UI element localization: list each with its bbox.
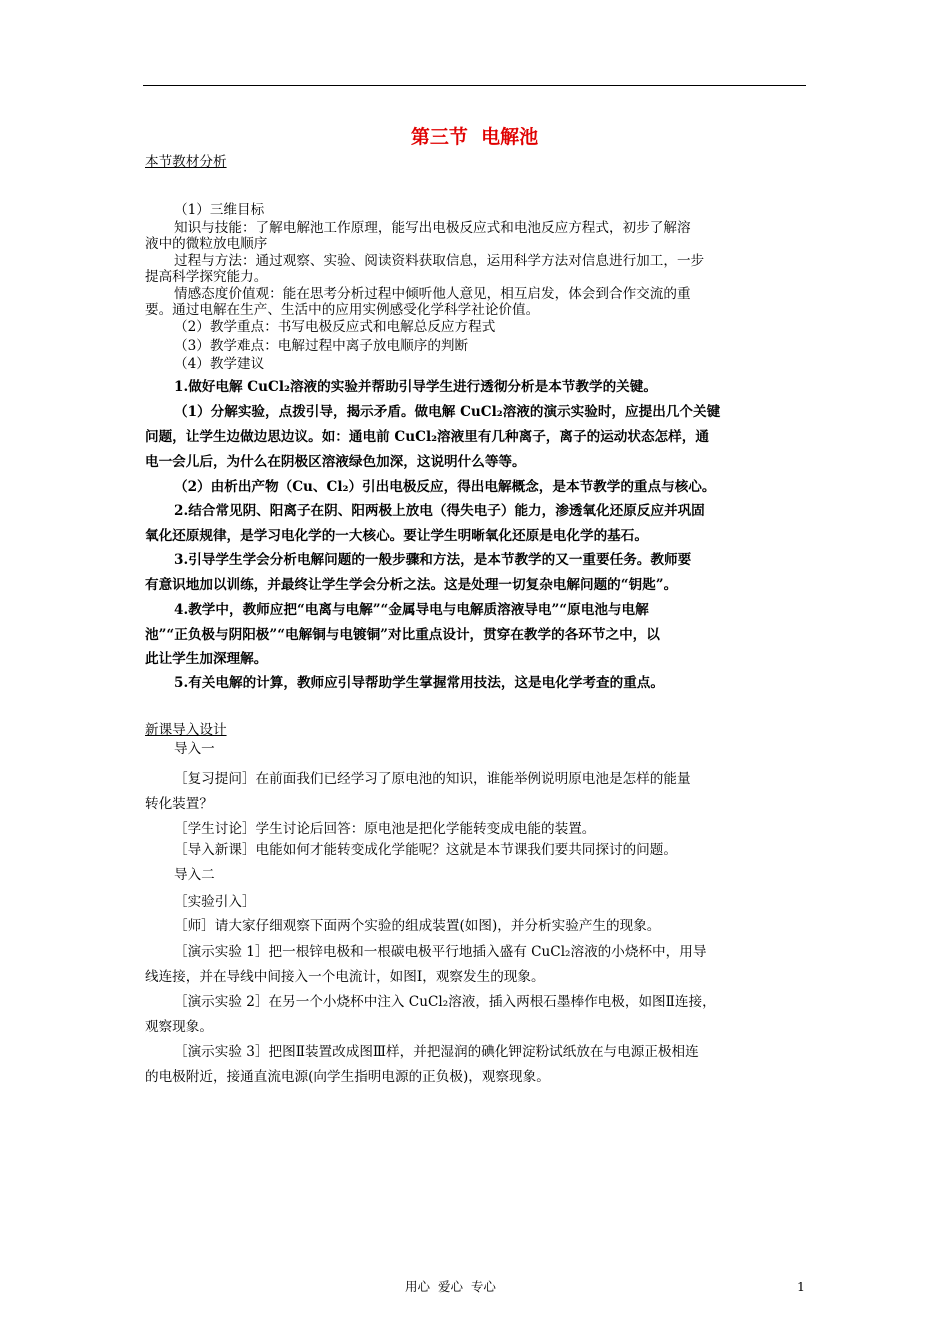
analysis-line: 过程与方法：通过观察、实验、阅读资料获取信息，运用科学方法对信息进行加工，一步 (174, 253, 705, 269)
intro-line: 导入一 (174, 741, 215, 757)
suggestion-line: 有意识地加以训练，并最终让学生学会分析之法。这是处理一切复杂电解问题的“钥匙”。 (145, 577, 678, 593)
intro-line: 导入二 (174, 867, 215, 883)
analysis-line: 要。通过电解在生产、生活中的应用实例感受化学科学社论价值。 (145, 302, 540, 318)
analysis-line: （2）教学重点：书写电极反应式和电解总反应方程式 (174, 319, 496, 335)
analysis-line: （3）教学难点：电解过程中离子放电顺序的判断 (174, 338, 469, 354)
page-number: 1 (797, 1279, 805, 1294)
suggestion-line: 5.有关电解的计算，教师应引导帮助学生掌握常用技法，这是电化学考查的重点。 (174, 675, 664, 691)
intro-line: 的电极附近，接通直流电源(向学生指明电源的正负极)，观察现象。 (145, 1069, 550, 1085)
intro-line: ［实验引入］ (174, 894, 256, 910)
analysis-line: （4）教学建议 (174, 356, 265, 372)
suggestion-line: 1.做好电解 CuCl₂溶液的实验并帮助引导学生进行透彻分析是本节教学的关键。 (174, 379, 657, 395)
suggestion-line: 氧化还原规律，是学习电化学的一大核心。要让学生明晰氧化还原是电化学的基石。 (145, 528, 648, 544)
intro-line: 转化装置？ (145, 796, 213, 812)
intro-line: ［学生讨论］学生讨论后回答：原电池是把化学能转变成电能的装置。 (174, 821, 596, 837)
suggestion-line: 问题，让学生边做边思边议。如：通电前 CuCl₂溶液里有几种离子，离子的运动状态怎样，通 (145, 429, 709, 445)
section-heading-intro: 新课导入设计 (145, 722, 227, 738)
suggestion-line: 电一会儿后，为什么在阴极区溶液绿色加深，这说明什么等等。 (145, 454, 526, 470)
intro-line: 线连接，并在导线中间接入一个电流计，如图Ⅰ，观察发生的现象。 (145, 969, 545, 985)
intro-line: ［复习提问］在前面我们已经学习了原电池的知识，谁能举例说明原电池是怎样的能量 (174, 771, 691, 787)
intro-line: ［师］请大家仔细观察下面两个实验的组成装置(如图)，并分析实验产生的现象。 (174, 918, 661, 934)
intro-line: ［导入新课］电能如何才能转变成化学能呢？这就是本节课我们要共同探讨的问题。 (174, 842, 677, 858)
analysis-line: （1）三维目标 (174, 202, 265, 218)
suggestion-line: 2.结合常见阴、阳离子在阴、阳两极上放电（得失电子）能力，渗透氧化还原反应并巩固 (174, 503, 705, 519)
section-heading-analysis: 本节教材分析 (145, 154, 227, 170)
header-rule (143, 85, 806, 86)
analysis-line: 知识与技能：了解电解池工作原理，能写出电极反应式和电池反应方程式，初步了解溶 (174, 220, 691, 236)
analysis-line: 液中的微粒放电顺序 (145, 236, 268, 252)
intro-line: ［演示实验 3］把图Ⅱ装置改成图Ⅲ样，并把湿润的碘化钾淀粉试纸放在与电源正极相连 (174, 1044, 699, 1060)
suggestion-line: （2）由析出产物（Cu、Cl₂）引出电极反应，得出电解概念，是本节教学的重点与核心。 (174, 479, 716, 495)
page-title: 第三节 电解池 (410, 126, 539, 148)
suggestion-line: 池”“正负极与阴阳极”“电解铜与电镀铜”对比重点设计，贯穿在教学的各环节之中，以 (145, 627, 660, 643)
suggestion-line: （1）分解实验，点拨引导，揭示矛盾。做电解 CuCl₂溶液的演示实验时，应提出几个关键 (174, 404, 721, 420)
intro-line: ［演示实验 1］把一根锌电极和一根碳电极平行地插入盛有 CuCl₂溶液的小烧杯中，用导 (174, 944, 707, 960)
suggestion-line: 此让学生加深理解。 (145, 651, 268, 667)
suggestion-line: 4.教学中，教师应把“电离与电解”“金属导电与电解质溶液导电”“原电池与电解 (174, 602, 649, 618)
suggestion-line: 3.引导学生学会分析电解问题的一般步骤和方法，是本节教学的又一重要任务。教师要 (174, 552, 692, 568)
intro-line: ［演示实验 2］在另一个小烧杯中注入 CuCl₂溶液，插入两根石墨棒作电极，如图Ⅱ连接， (174, 994, 716, 1010)
intro-line: 观察现象。 (145, 1019, 213, 1035)
footer-motto: 用心 爱心 专心 (405, 1279, 496, 1294)
analysis-line: 情感态度价值观：能在思考分析过程中倾听他人意见，相互启发，体会到合作交流的重 (174, 286, 691, 302)
analysis-line: 提高科学探究能力。 (145, 269, 268, 285)
